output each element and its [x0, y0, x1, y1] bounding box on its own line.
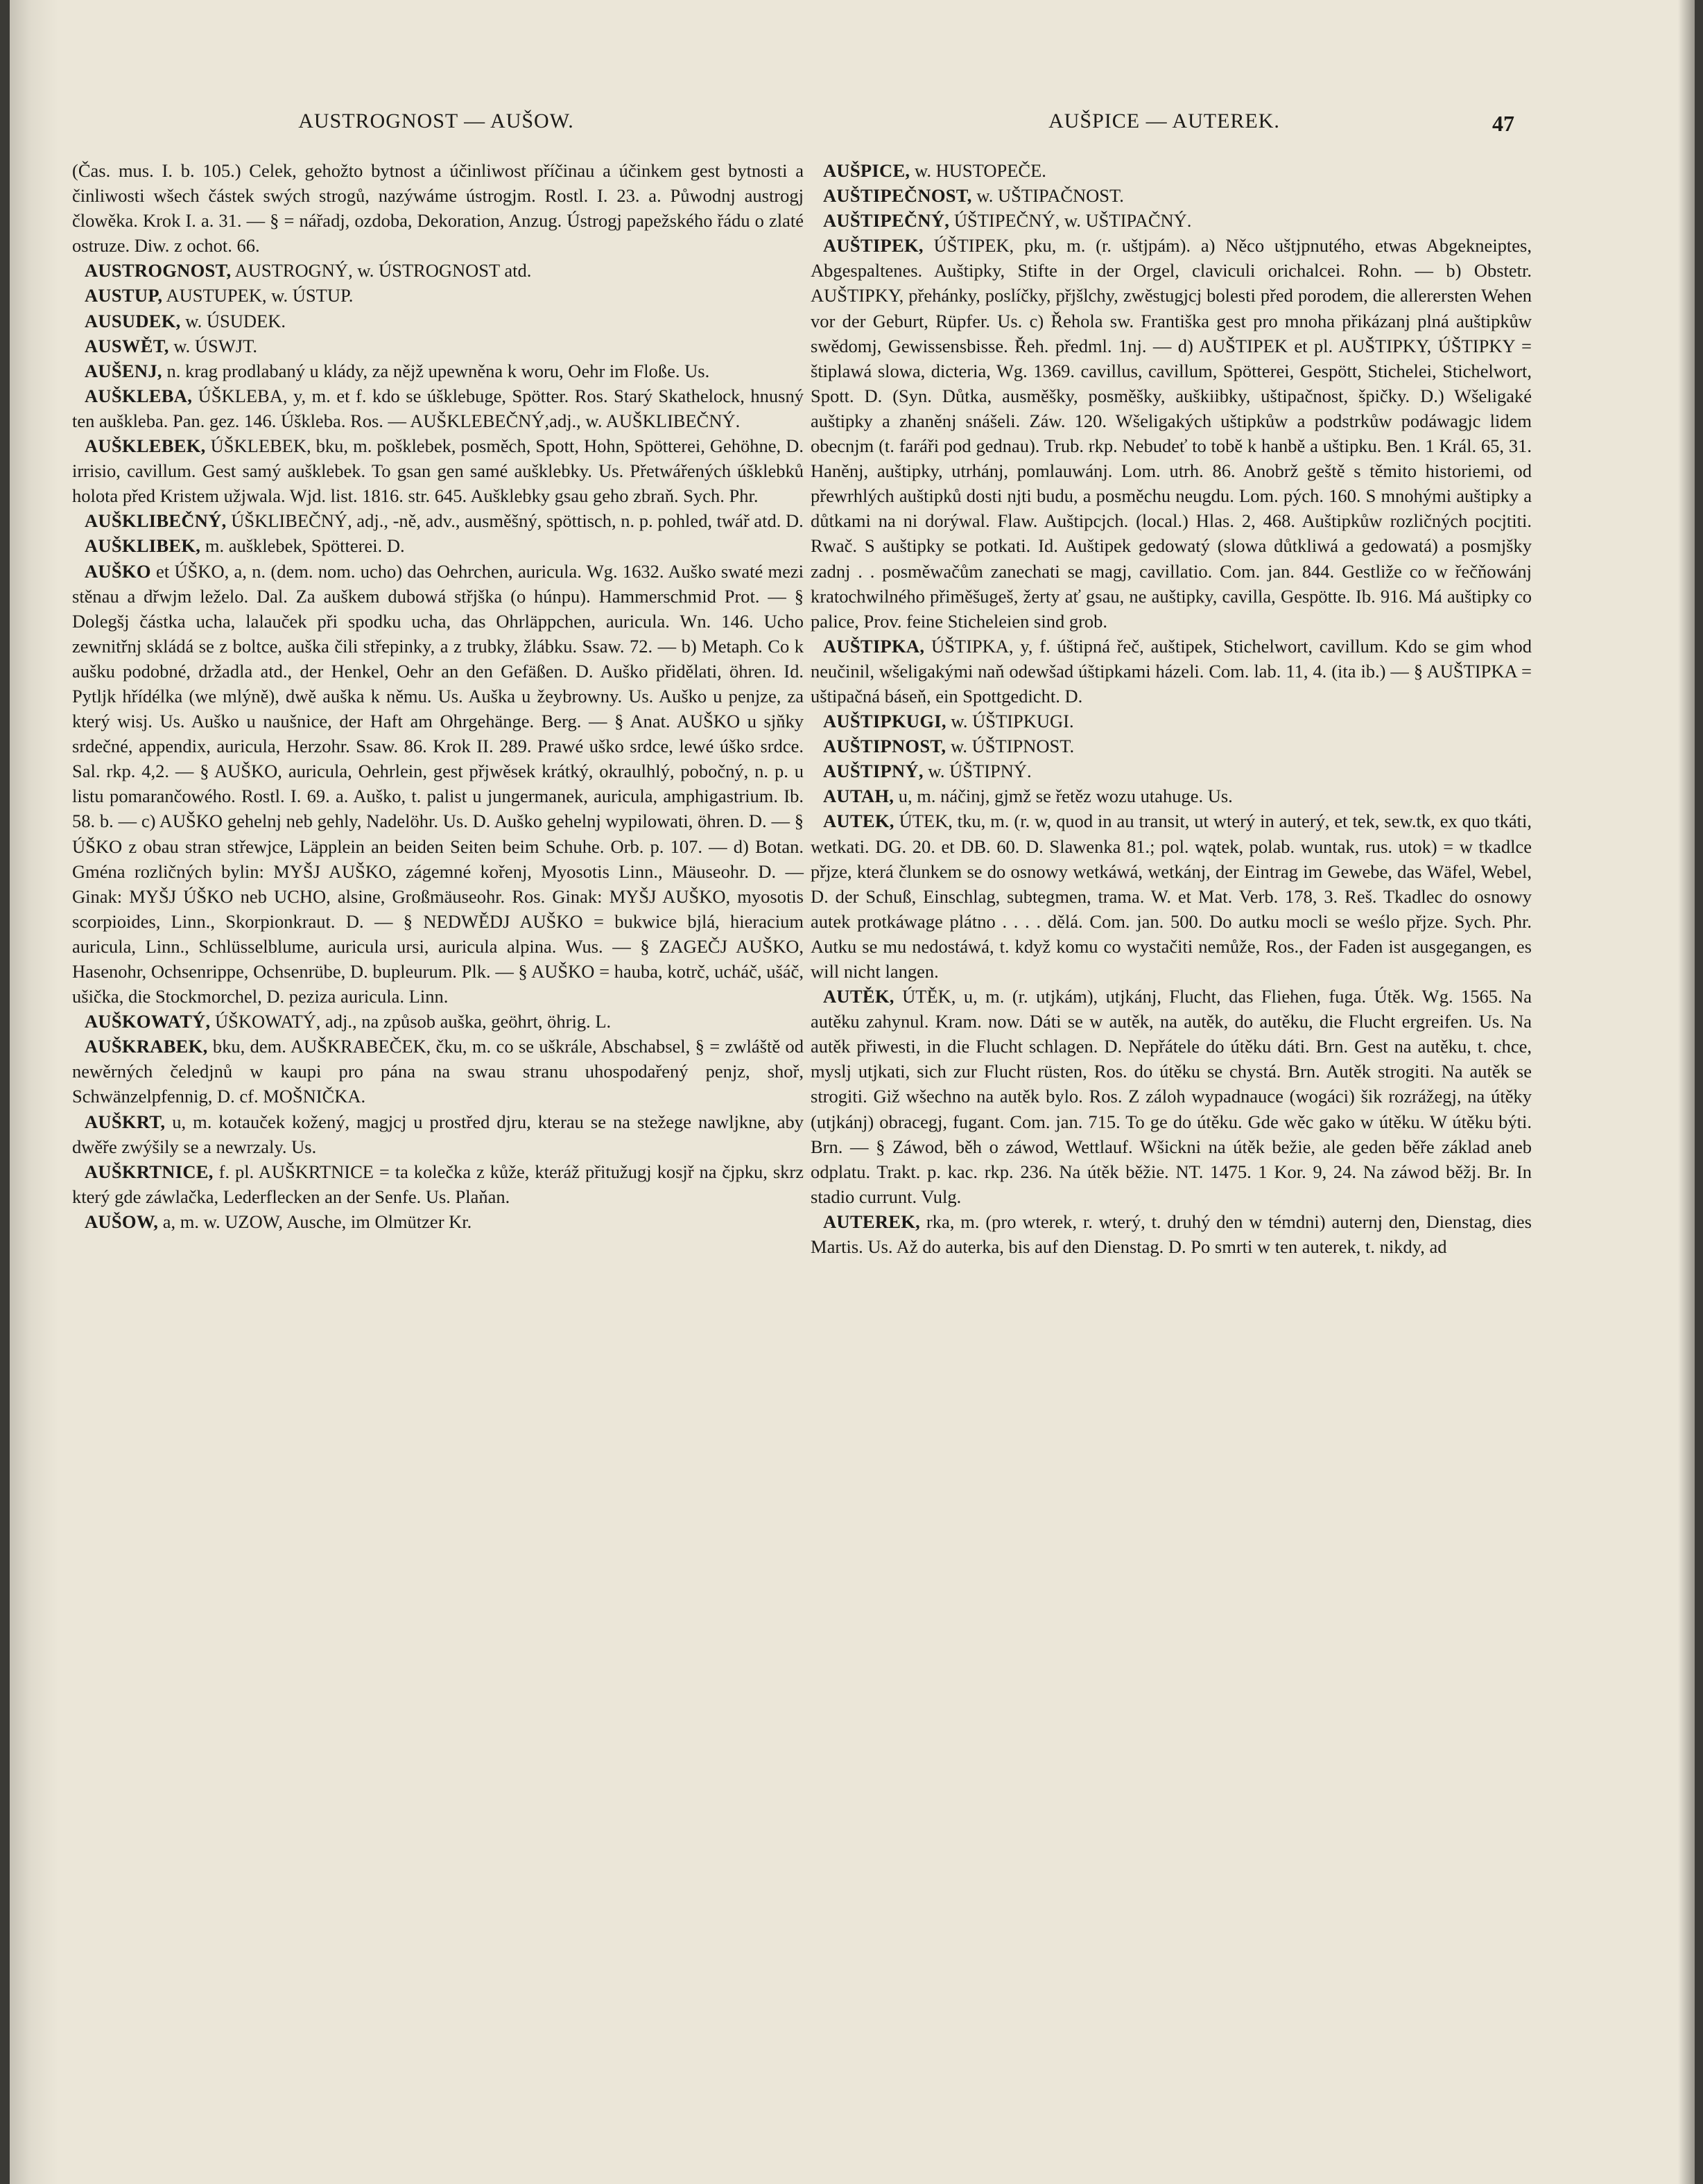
entry-headword: AUSTUP, [85, 285, 163, 306]
entry-headword: AUŠKO [85, 560, 151, 582]
entry-text: u, m. náčinj, gjmž se řetěz wozu utahuge. Us. [894, 786, 1233, 807]
dictionary-entry [72, 1209, 804, 1234]
entry-text: a, m. w. UZOW, Ausche, im Olmützer Kr. [158, 1211, 472, 1232]
dictionary-entry [72, 1109, 804, 1159]
entry-text: n. krag prodlabaný u klády, za nějž upewněna k woru, Oehr im Floße. Us. [162, 360, 710, 381]
dictionary-entry [811, 233, 1532, 634]
entry-text: w. UŠTIPAČNOST. [971, 185, 1124, 207]
dictionary-entry [811, 759, 1532, 783]
dictionary-entry [72, 1009, 804, 1034]
running-header-left: AUSTROGNOST — AUŠOW. [298, 110, 574, 132]
dictionary-entry [811, 808, 1532, 984]
dictionary-entry [811, 208, 1532, 233]
entry-text: rka, m. (pro wterek, r. wterý, t. druhý den w témdni) auternj den, Dienstag, dies Martis. Us. Až do auterka, bis auf den Dienstag. D. Po smrti w ten auterek, t. nikdy, ad [811, 1211, 1532, 1258]
entry-headword: AUŠKLIBEK, [85, 535, 201, 557]
entry-headword: AUŠENJ, [85, 360, 162, 381]
entry-headword: AUŠTIPKA, [823, 635, 925, 657]
dictionary-entry [811, 709, 1532, 734]
entry-headword: AUŠKRTNICE, [85, 1161, 214, 1182]
entry-headword: AUŠKLIBEČNÝ, [85, 510, 227, 532]
entry-text: ÚŠTIPEČNÝ, w. UŠTIPAČNÝ. [949, 210, 1192, 232]
entry-headword: AUŠTIPNOST, [823, 736, 946, 757]
dictionary-entry [811, 1209, 1532, 1259]
entry-headword: AUTAH, [823, 786, 894, 807]
left-column [72, 158, 804, 1234]
entry-headword: AUŠTIPEČNÝ, [823, 210, 950, 232]
dictionary-entry [811, 634, 1532, 709]
entry-text: ÚŠTIPKA, y, f. úštipná řeč, auštipek, Stichelwort, cavillum. Kdo se gim whod neučinil, wšeligakými naň odewšad úštipkami házeli. Com. lab. 11, 4. (ita ib.) — § AUŠTIPKA = uštipačná báseň, ein Spottgedicht. D. [811, 635, 1532, 707]
dictionary-entry [72, 1034, 804, 1109]
entry-text: ÚŠKLEBA, y, m. et f. kdo se úšklebuge, Spötter. Ros. Starý Skathelock, hnusný ten auškleba. Pan. gez. 146. Úškleba. Ros. — AUŠKLEBEČNÝ,adj., w. AUŠKLIBEČNÝ. [72, 385, 804, 431]
page-number: 47 [1492, 111, 1514, 136]
entry-text: w. ÚSWJT. [168, 335, 257, 356]
dictionary-entry [72, 383, 804, 433]
dictionary-entry [811, 984, 1532, 1209]
entry-text: m. aušklebek, Spötterei. D. [200, 535, 405, 557]
entry-headword: AUSUDEK, [85, 310, 181, 331]
entry-headword: AUŠTIPEK, [823, 235, 924, 257]
entry-headword: AUŠKRABEK, [85, 1036, 208, 1057]
dictionary-entry [72, 358, 804, 383]
dictionary-entry [72, 508, 804, 533]
dictionary-entry [72, 309, 804, 333]
entry-headword: AUSTROGNOST, [85, 260, 232, 281]
dictionary-entry [811, 734, 1532, 759]
entry-headword: AUTEREK, [823, 1211, 921, 1232]
entry-text: ÚŠKLEBEK, bku, m. pošklebek, posměch, Spott, Hohn, Spötterei, Gehöhne, D. irrisio, cavillum. Gest samý aušklebek. To gsan gen samé aušklebky. Us. Přetwářených úšklebků holota před Kristem užjwala. Wjd. list. 1816. str. 645. Aušklebky gsau geho zbraň. Sych. Phr. [72, 435, 804, 507]
dictionary-entry [72, 533, 804, 558]
entry-text: ÚŠTIPEK, pku, m. (r. uštjpám). a) Něco uštjpnutého, etwas Abgekneiptes, Abgespaltenes. Auštipky, Stifte in der Orgel, claviculi orichalcei. Rohn. — b) Obstetr. AUŠTIPKY, přehánky, poslíčky, přjšlchy, zwěstugjcj bolesti před porodem, die allerersten Wehen vor der Geburt, Rüpfer. Us. c) Řehola sw. Františka gest pro mnoha přikázanj plná auštipkůw swědomj, Gewissensbisse. Řeh. předml. 1nj. — d) AUŠTIPEK et pl. AUŠTIPKY, ÚŠTIPKY = štiplawá slowa, dicteria, Wg. 1369. cavillus, cavillum, Spötterei, Gespött, Stichelei, Stichelwort, Spott. D. (Syn. Důtka, ausměšky, posměšky, auškiibky, uštipačnost, špičky. D.) Wšeligaké auštipky a zhaněnj snášeli. Záw. 120. Wšeligakých uštipkůw a podstrkůw podáwagjc lidem obecnjm (t. faráři pod gednau). Trub. rkp. Nebudeť to tobě k hanbě a uštipku. Ben. 1 Král. 65, 31. Haněnj, auštipky, utrhánj, pomlauwánj. Lom. utrh. 86. Anobrž geště s těmito historiemi, od přewrhlých auštipků dosti njti budu, a posměchu neugdu. Lom. pých. 160. S mnohými auštipky a důtkami na ni dorýwal. Flaw. Auštipcjch. (local.) Hlas. 2, 468. Auštipkůw rozličných pocjtiti. Rwač. S auštipky se potkati. Id. Auštipek gedowatý (slowa důtkliwá a gedowatá) a posmjšky zadnj . . posměwačům zanechati se magj, cavillatio. Com. jan. 844. Gestliže co w řečňowánj kratochwilného přiměšugeš, žerty ať gsau, ne auštipky, cavilla, Gespötte. Ib. 916. Má auštipky co palice, Prov. feine Sticheleien sind grob. [811, 235, 1532, 632]
entry-text: bku, dem. AUŠKRABEČEK, čku, m. co se uškrále, Abschabsel, § = zwláště od newěrných čeledjnů w kaupi pro pána na swau stranu uhospodařený penjz, shoř, Schwänzelpfennig, D. cf. MOŠNIČKA. [72, 1036, 804, 1107]
dictionary-page [10, 0, 1695, 2184]
running-header-right: AUŠPICE — AUTEREK. [1048, 110, 1280, 132]
entry-text: w. ÚSUDEK. [180, 310, 286, 331]
entry-headword: AUŠKLEBEK, [85, 435, 206, 457]
dictionary-entry [72, 559, 804, 1009]
entry-headword: AUŠKLEBA, [85, 385, 193, 406]
entry-headword: AUTEK, [823, 811, 894, 832]
dictionary-entry [72, 258, 804, 283]
dictionary-entry [72, 158, 804, 258]
dictionary-entry [811, 783, 1532, 808]
dictionary-entry [811, 183, 1532, 208]
entry-headword: AUŠTIPKUGI, [823, 711, 946, 732]
dictionary-entry [811, 158, 1532, 183]
entry-text: u, m. kotauček kožený, magjcj u prostřed djru, kterau se na stežege nawljkne, aby dwěře zwýšily se a newrzaly. Us. [72, 1111, 804, 1157]
entry-headword: AUŠKOWATÝ, [85, 1011, 211, 1032]
entry-headword: AUŠOW, [85, 1211, 159, 1232]
dictionary-entry [72, 283, 804, 308]
entry-headword: AUŠPICE, [823, 160, 910, 181]
entry-text: w. ÚŠTIPNOST. [946, 736, 1075, 757]
entry-headword: AUŠKRT, [85, 1111, 166, 1132]
right-column [811, 158, 1532, 1259]
dictionary-entry [72, 433, 804, 508]
entry-text: AUSTUPEK, w. ÚSTUP. [162, 285, 354, 306]
entry-headword: AUSWĚT, [85, 335, 169, 356]
page-edge-shadow [1678, 0, 1695, 2184]
entry-headword: AUTĚK, [823, 986, 894, 1007]
entry-text: ÚŠKLIBEČNÝ, adj., -ně, adv., ausměšný, spöttisch, n. p. pohled, twář atd. D. [226, 510, 804, 532]
dictionary-entry [72, 333, 804, 358]
entry-text: ÚTEK, tku, m. (r. w, quod in au transit, ut wterý in auterý, et tek, sew.tk, ex quo tkáti, wetkati. DG. 20. et DB. 60. D. Slawenka 81.; pol. wątek, polab. wuntak, rus. utok) = w tkadlce přjze, která člunkem se do osnowy wetkáwá, wetkánj, der Eintrag im Gewebe, das Wäfel, Webel, D. der Schuß, Einschlag, subtegmen, trama. W. et Mat. Verb. 178, 3. Reš. Tkadlec do osnowy autek protkáwage plátno . . . . dělá. Com. jan. 500. Do autku mocli se weślo přjze. Sych. Phr. Autku se mu nedostáwá, t. když komu co wystačiti nemůže, Ros., der Faden ist ausgegangen, es will nicht langen. [811, 811, 1532, 982]
entry-text: w. ÚŠTIPNÝ. [923, 761, 1032, 782]
dictionary-entry [72, 1159, 804, 1209]
entry-headword: AUŠTIPNÝ, [823, 761, 924, 782]
entry-text: f. pl. AUŠKRTNICE = ta kolečka z kůže, kteráž přitužugj kosjř na čjpku, skrz který gde záwlačka, Lederflecken an der Senfe. Us. Plaňan. [72, 1161, 804, 1207]
entry-text: et ÚŠKO, a, n. (dem. nom. ucho) das Oehrchen, auricula. Wg. 1632. Auško swaté mezi stěnau a dřwjm leželo. Dal. Za auškem dubowá střjška (o húnpu). Hammerschmid Prot. — § Dolegšj částka ucha, lalauček při spodku ucha, das Ohrläppchen, auricula. Wn. 146. Ucho zewnitřnj skládá se z boltce, auška čili střepinky, a z trubky, žlábku. Ssaw. 72. — b) Metaph. Co k aušku podobné, držadla atd., der Henkel, Oehr an den Gefäßen. D. Auško přidělati, öhren. Id. Pytljk hřídélka (we mlýně), dwě auška k němu. Us. Auška u žeybrowny. Us. Auško u penjze, za který wisj. Us. Auško u naušnice, der Haft am Ohrgehänge. Berg. — § Anat. AUŠKO u sjňky srdečné, appendix, auricula, Herzohr. Ssaw. 86. Krok II. 289. Prawé uško srdce, lewé úško srdce. Sal. rkp. 4,2. — § AUŠKO, auricula, Oehrlein, gest přjwěsek krátký, okraulhlý, pobočný, n. p. u listu pomarančowého. Rostl. I. 69. a. Auško, t. palist u jungermanek, auricula, amphigastrium. Ib. 58. b. — c) AUŠKO gehelnj neb gehly, Nadelöhr. Us. D. Auško gehelnj wypilowati, öhren. D. — § ÚŠKO z obau stran střewjce, Läpplein an beiden Seiten beim Schuhe. Orb. p. 107. — d) Botan. Gména rozličných bylin: MYŠJ AUŠKO, zágemné kořenj, Myosotis Linn., Mäuseohr. D. — Ginak: MYŠJ ÚŠKO neb UCHO, alsine, Großmäuseohr. Ros. Ginak: MYŠJ AUŠKO, myosotis scorpioides, Linn., Skorpionkraut. D. — § NEDWĚDJ AUŠKO = bukwice bjlá, hieracium auricula, Linn., Schlüsselblume, auricula ursi, auricula alpina. Wus. — § ZAGEČJ AUŠKO, Hasenohr, Ochsenrippe, Ochsenrübe, D. bupleurum. Plk. — § AUŠKO = hauba, kotrč, ucháč, ušáč, ušička, die Stockmorchel, D. peziza auricula. Linn. [72, 560, 804, 1007]
entry-text: w. HUSTOPEČE. [910, 160, 1046, 181]
entry-text: (Čas. mus. I. b. 105.) Celek, gehožto bytnost a účinliwost příčinau a účinkem gest bytnosti a činliwosti wšech částek swých strogů, nazýwáme ústrogjm. Rostl. I. 23. a. Půwodnj austrogj člowěka. Krok I. a. 31. — § = nářadj, ozdoba, Dekoration, Anzug. Ústrogj papežského řádu o zlaté ostruze. Diw. z ochot. 66. [72, 160, 804, 257]
entry-text: w. ÚŠTIPKUGI. [946, 711, 1074, 732]
entry-headword: AUŠTIPEČNOST, [823, 185, 972, 207]
entry-text: ÚŠKOWATÝ, adj., na způsob auška, geöhrt, öhrig. L. [210, 1011, 612, 1032]
entry-text: AUSTROGNÝ, w. ÚSTROGNOST atd. [231, 260, 532, 281]
entry-text: ÚTĚK, u, m. (r. utjkám), utjkánj, Flucht, das Fliehen, fuga. Útěk. Wg. 1565. Na autěku zahynul. Kram. now. Dáti se w autěk, na autěk, do autěku, die Flucht ergreifen. Us. Na autěk přiwesti, in die Flucht schlagen. D. Nepřátele do útěku dáti. Brn. Gest na autěku, t. chce, myslj utjkati, sich zur Flucht rüsten, Ros. do útěku se chystá. Brn. Autěk strogiti. Na autěk se strogiti. Giž wšechno na autěk bylo. Ros. Z záloh wypadnauce (wogáci) šik rozrážegj, na útěky (utjkánj) obracegj, fugant. Com. jan. 715. To ge do útěku. Gde wěc gako w útěku. W útěku býti. Brn. — § Záwod, běh o záwod, Wettlauf. Wšickni na útěk bežie, ale geden běře základ aneb odplatu. Trakt. p. kac. rkp. 236. Na útěk běžie. NT. 1475. 1 Kor. 9, 24. Na záwod běžj. Br. In stadio currunt. Vulg. [811, 986, 1532, 1207]
